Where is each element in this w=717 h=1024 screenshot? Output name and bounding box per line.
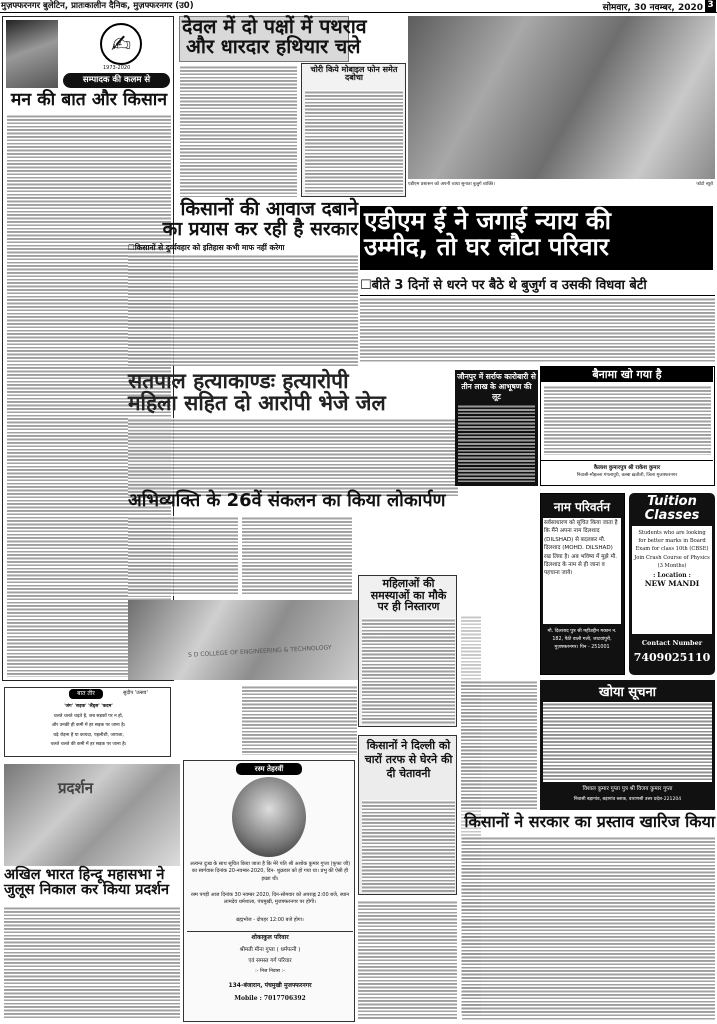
baina-body xyxy=(544,385,711,455)
baat-box xyxy=(4,687,171,757)
jaunpur-headline: जौनपुर में सर्राफ कारोबारी से तीन लाख के आभूषण की लूट xyxy=(457,372,536,401)
abhivyakti-headline: अभिव्यक्ति के 26वें संकलन का किया लोकार्पण xyxy=(128,490,446,511)
poem-line: चलते चलते की कमी में हर सड़क पर जाना है। xyxy=(50,742,127,747)
khoya-address: निवासी बड़ागांव, बड़ागांव ब्लाक, वाराणसी उत्तर प्रदेश-221204 xyxy=(573,797,682,802)
editorial-badge: सम्पादक की कलम से xyxy=(63,73,170,88)
abhivyakti-photo xyxy=(128,600,358,680)
kisan-awaz-subhead: ☐किसानों से दुर्व्यवहार को इतिहास कभी माफ नहीं करेगा xyxy=(128,243,285,252)
abhivyakti-body-1 xyxy=(128,516,238,596)
tuition-contact-number[interactable]: 7409025110 xyxy=(633,651,711,664)
rasm-residence-label: :- निज निवास :- xyxy=(255,969,285,974)
photo-credit: फोटो ब्यूरो xyxy=(696,182,713,187)
adm-photo xyxy=(408,16,715,179)
poem-line: और उनकी ही कमी में हर सड़क पर जाना है। xyxy=(51,723,126,728)
rasm-family-2: एवं समस्त गर्ग परिवार xyxy=(248,958,292,964)
tuition-body: Students who are looking for better marks in Board Exam for class 10th (CBSE) Join Crash Course of Physics (3 Months) xyxy=(634,530,710,569)
tuition-title: Tuition Classes xyxy=(644,494,700,523)
bullet-icon: ☐ xyxy=(128,243,135,252)
khoya-title: खोया सूचना xyxy=(598,685,657,700)
tuition-body-panel xyxy=(632,526,712,634)
tuition-contact-label: Contact Number xyxy=(641,639,703,647)
naam-footer: मौ. दिलशाद पुत्र श्री महीउद्दीन मकान न. 182, पैठी वाली गली, जाटवांपुरी, मुज़फ्फरनगर। पिन - 251001 xyxy=(547,629,617,650)
dewal-body xyxy=(180,65,297,197)
kisan-awaz-body xyxy=(128,254,358,366)
kisan-awaz-headline: किसानों की आवाज दबाने का प्रयास कर रही है सरकार xyxy=(162,198,358,240)
paper-line: मुज़फ्फरनगर बुलेटिन, प्रातःकालीन दैनिक, मुज़फ्फरनगर (उ0) xyxy=(1,1,194,11)
jaunpur-body xyxy=(458,404,535,484)
mahasabha-body xyxy=(4,906,180,1020)
tuition-ad xyxy=(629,493,715,675)
logo-years: 1973-2020 xyxy=(103,65,131,71)
abhivyakti-body-2 xyxy=(242,516,352,596)
khoya-signature: विशाल कुमार गुप्ता पुत्र श्री विजय कुमार गुप्ता xyxy=(582,786,673,792)
rasm-family-1: श्रीमती मीना गुप्ता ( धर्मपत्नी ) xyxy=(239,947,301,953)
rasm-ad xyxy=(183,760,355,1022)
masthead xyxy=(0,0,717,13)
baina-address: निवासी-मौहल्ला गंगलापुरी, कस्बा ख़तौली, जिला मुजफ्फरनगर xyxy=(576,473,678,478)
satpal-body xyxy=(128,418,458,496)
mahasabha-photo xyxy=(4,764,180,866)
mahila-body xyxy=(362,618,455,724)
mobile-headline: चोरी किये मोबाइल फोन समेत दबोचा xyxy=(310,65,398,83)
poem-line: चलते चलते चढ़ते है, जब सड़कों पर न हो, xyxy=(53,713,124,719)
prastav-headline: किसानों ने सरकार का प्रस्ताव खारिज किया xyxy=(464,812,715,831)
delhi-headline: किसानों ने दिल्ली को चारों तरफ से घेरने की दी चेतावनी xyxy=(364,739,453,780)
rasm-body-3: ब्रह्मभोज - दोपहर 12:00 बजे होगा। xyxy=(236,917,304,923)
rasm-mobile: Mobile : 7017706392 xyxy=(234,995,306,1002)
editorial-headline: मन की बात और किसान xyxy=(10,90,168,110)
college-banner: S D COLLEGE OF ENGINEERING & TECHNOLOGY xyxy=(187,644,332,659)
date-line: सोमवार, 30 नवम्बर, 2020 xyxy=(602,3,703,13)
satpal-headline: सतपाल हत्याकाण्डः हत्यारोपी महिला सहित दो आरोपी भेजे जेल xyxy=(128,369,386,416)
pen-logo-icon: ✍ xyxy=(100,23,142,65)
adm-headline-box: एडीएम ई ने जगाई न्याय की उम्मीद, तो घर लौटा परिवार xyxy=(360,206,713,270)
baina-signature: कैलाश कुमारपुत्र श्री राकेश कुमार xyxy=(541,460,713,471)
editor-photo xyxy=(6,20,58,88)
mahila-box xyxy=(358,575,457,727)
mahila-headline: महिलाओं की समस्याओं का मौके पर ही निस्तारण xyxy=(370,577,447,614)
mobile-box xyxy=(301,63,406,197)
poem-line: 'जंग' 'सड़क' 'लैंड्स' 'कदम' xyxy=(64,704,113,709)
mobile-body xyxy=(305,90,403,194)
rasm-body-2: रस्म पगड़ी आज दिनांक 30 नवम्बर 2020, दिन-सोमवार को अपराह्न 2:00 बजे, स्थान लामदेव धर्मशाला, पंचमुखी, मुजफ्फरनगर पर होगी। xyxy=(190,892,350,906)
abhivyakti-body-4 xyxy=(242,685,357,755)
khoya-body xyxy=(543,702,712,782)
mahasabha-banner: प्रदर्शन xyxy=(58,779,94,797)
tuition-location: NEW MANDI xyxy=(644,579,700,589)
rasm-body-1: अत्यन्त दुःख के साथ सूचित किया जाता है कि मेरे पति श्री अशोक कुमार गुप्ता (फूफा जी) का स्वर्गवास दिनांक 20-नवम्बर-2020, दिन- शुक्रवार को हो गया था। प्रभु की ऐसी ही इच्छा थी। xyxy=(189,861,351,882)
baat-author: सुदीप 'उत्सव' xyxy=(123,690,148,696)
adm-body xyxy=(360,297,715,363)
jaunpur-box xyxy=(455,370,538,486)
delhi-body xyxy=(362,800,455,892)
rasm-address: 134-बंजारान, पंचमुखी मुजफ्फरनगर xyxy=(228,982,312,989)
delhi-box xyxy=(358,735,457,895)
left-of-khoya-body xyxy=(461,680,537,810)
tuition-location-label: : Location : xyxy=(653,572,691,580)
misc-column xyxy=(358,900,457,1020)
naam-body: सर्वसाधारण को सूचित किया जाता है कि मैंने अपना नाम दिलशाद (DILSHAD) से बदलकर मौ. दिलशाद (MOHD. DILSHAD) रख लिया है। अब भविष्य में मुझे मौ. दिलशाद के नाम से ही जाना व पहचाना जाये। xyxy=(543,518,621,624)
rasm-photo xyxy=(232,777,306,857)
adm-subhead: ☐बीते 3 दिनों से धरने पर बैठे थे बुजुर्ग व उसकी विधवा बेटी xyxy=(360,275,715,296)
khoya-ad xyxy=(540,680,715,810)
baina-title: बैनामा खो गया है xyxy=(541,367,713,382)
baat-poem xyxy=(7,702,170,750)
prastav-body xyxy=(462,836,715,1020)
bullet-icon: ☐ xyxy=(360,278,372,293)
photo-caption: एडीएम प्रशासन को अपनी व्यथा सुनाता बुजुर्ग व्यक्ति। xyxy=(408,182,495,187)
rasm-family-label: शोकाकुल परिवार xyxy=(187,931,353,941)
rasm-title: रस्म तेहरवीं xyxy=(236,763,302,775)
mahasabha-headline: अखिल भारत हिन्दू महासभा ने जुलूस निकाल कर किया प्रदर्शन xyxy=(4,867,170,899)
baina-ad xyxy=(540,366,715,486)
baat-badge: बात तीर xyxy=(69,689,103,699)
page-number: 3 xyxy=(705,0,716,12)
dewal-headline-box: देवल में दो पक्षों में पथराव और धारदार हथियार चले xyxy=(179,16,349,62)
naam-ad xyxy=(540,493,625,675)
naam-title: नाम परिवर्तन xyxy=(553,500,611,514)
poem-line: चढ़े रोड़ना है या कायदा, पहलीशी, जायजा, xyxy=(53,732,124,738)
